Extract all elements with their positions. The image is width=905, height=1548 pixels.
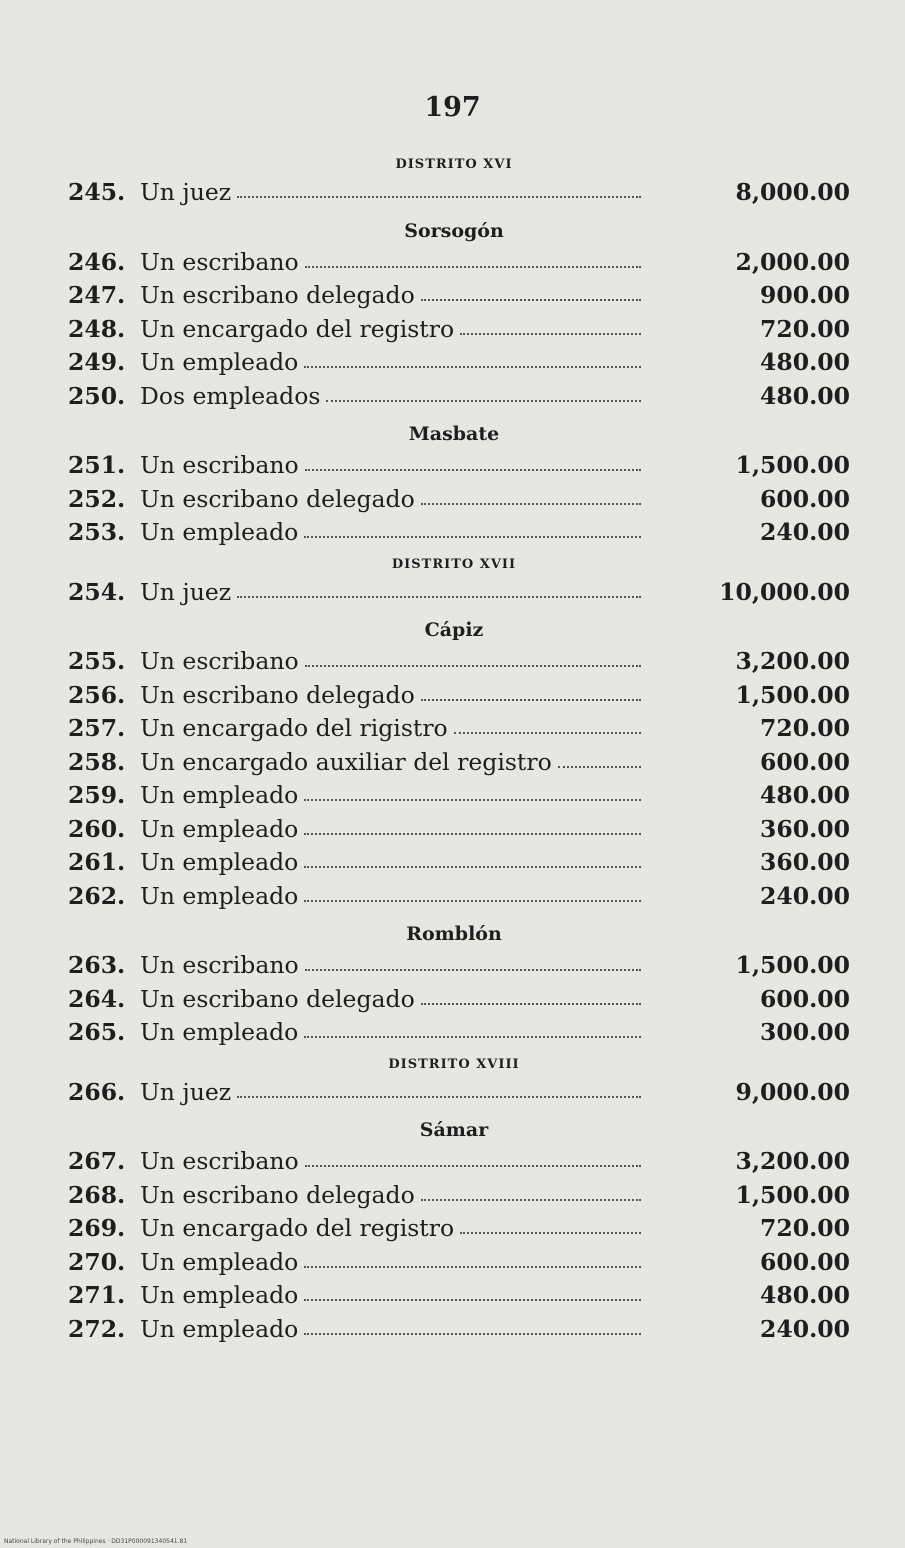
entry-amount: 360.00: [760, 814, 850, 843]
dot-leader: [304, 1298, 641, 1301]
entry-number: 268.: [68, 1180, 126, 1209]
entry-description: Un escribano: [140, 951, 299, 979]
entry-amount: 240.00: [760, 518, 850, 546]
entry-number: 270.: [68, 1247, 126, 1276]
entry-number: 259.: [68, 781, 126, 809]
entry-description: Un empleado: [140, 781, 299, 809]
dot-leader: [304, 865, 641, 868]
entry-row: [68, 346, 850, 380]
dot-leader: [304, 832, 641, 835]
dot-leader: [421, 698, 641, 701]
entry-amount: 480.00: [760, 381, 850, 410]
entry-row: [68, 449, 850, 483]
entry-description: Un empleado: [140, 848, 299, 876]
entry-row: [68, 779, 850, 813]
entry-description: Un escribano delegado: [140, 281, 415, 309]
entry-number: 263.: [68, 951, 126, 979]
entry-row: [68, 846, 850, 880]
entry-number: 264.: [68, 984, 126, 1013]
entry-row: [68, 1246, 850, 1280]
dot-leader: [421, 1002, 641, 1005]
district-heading: DISTRITO XVII: [391, 556, 517, 572]
entry-description: Un empleado: [140, 1018, 299, 1046]
entry-description: Un empleado: [140, 814, 299, 843]
entry-number: 252.: [68, 484, 126, 513]
province-heading: Cápiz: [424, 619, 484, 641]
entry-amount: 1,500.00: [735, 680, 850, 709]
entry-row: [68, 576, 850, 610]
entry-amount: 720.00: [760, 314, 850, 343]
entry-description: Un juez: [140, 1077, 232, 1106]
entry-number: 249.: [68, 348, 126, 376]
entry-number: 265.: [68, 1018, 126, 1046]
entry-row: [68, 279, 850, 313]
dot-leader: [237, 1095, 641, 1098]
entry-row: [68, 1279, 850, 1313]
entry-number: 260.: [68, 814, 126, 843]
entry-description: Un escribano: [140, 451, 299, 479]
entry-number: 246.: [68, 247, 126, 276]
entry-amount: 480.00: [760, 348, 850, 376]
dot-leader: [304, 1265, 641, 1268]
entry-amount: 600.00: [760, 1247, 850, 1276]
entry-number: 257.: [68, 714, 126, 742]
entry-row: [68, 712, 850, 746]
dot-leader: [305, 968, 641, 971]
entry-amount: 240.00: [760, 1314, 850, 1343]
entry-amount: 3,200.00: [735, 647, 850, 675]
entry-amount: 360.00: [760, 848, 850, 876]
entry-row: [68, 949, 850, 983]
dot-leader: [460, 332, 641, 335]
dot-leader: [305, 1164, 641, 1167]
entry-description: Un empleado: [140, 1281, 299, 1309]
dot-leader: [305, 265, 641, 268]
entry-description: Un juez: [140, 577, 232, 606]
dot-leader: [304, 899, 641, 902]
entry-number: 267.: [68, 1147, 126, 1175]
entry-amount: 720.00: [760, 1214, 850, 1242]
entry-row: [68, 746, 850, 780]
entry-number: 248.: [68, 314, 126, 343]
entry-row: [68, 483, 850, 517]
entry-number: 258.: [68, 747, 126, 776]
entry-description: Un escribano delegado: [140, 680, 415, 709]
entry-row: [68, 679, 850, 713]
page-number: 197: [424, 92, 481, 123]
entry-description: Un empleado: [140, 1247, 299, 1276]
entry-description: Un escribano: [140, 247, 299, 276]
entry-description: Un encargado del rigistro: [140, 714, 448, 742]
entry-amount: 480.00: [760, 1281, 850, 1309]
dot-leader: [460, 1231, 641, 1234]
entry-number: 253.: [68, 518, 126, 546]
entry-description: Un escribano: [140, 1147, 299, 1175]
entry-row: [68, 1145, 850, 1179]
entry-row: [68, 1076, 850, 1110]
dot-leader: [304, 798, 641, 801]
entry-description: Un escribano delegado: [140, 984, 415, 1013]
dot-leader: [304, 1035, 641, 1038]
entry-number: 272.: [68, 1314, 126, 1343]
entry-row: [68, 380, 850, 414]
province-heading: Romblón: [406, 923, 502, 945]
entry-row: [68, 1313, 850, 1347]
province-heading: Sámar: [419, 1119, 489, 1141]
entry-description: Un juez: [140, 178, 232, 206]
entry-number: 269.: [68, 1214, 126, 1242]
entry-number: 271.: [68, 1281, 126, 1309]
entry-description: Un empleado: [140, 881, 299, 910]
entry-description: Un empleado: [140, 1314, 299, 1343]
dot-leader: [421, 502, 641, 505]
entry-number: 256.: [68, 680, 126, 709]
dot-leader: [558, 765, 641, 768]
entry-amount: 600.00: [760, 984, 850, 1013]
entry-amount: 240.00: [760, 881, 850, 910]
entry-row: [68, 813, 850, 847]
entry-number: 266.: [68, 1077, 126, 1106]
entry-amount: 1,500.00: [735, 1180, 850, 1209]
entry-amount: 10,000.00: [719, 577, 850, 606]
entry-amount: 1,500.00: [735, 451, 850, 479]
entry-row: [68, 1016, 850, 1050]
dot-leader: [454, 731, 641, 734]
entry-row: [68, 880, 850, 914]
entry-description: Un escribano: [140, 647, 299, 675]
entry-description: Un empleado: [140, 518, 299, 546]
entry-amount: 720.00: [760, 714, 850, 742]
entry-row: [68, 176, 850, 210]
entry-amount: 600.00: [760, 747, 850, 776]
province-heading: Masbate: [408, 423, 500, 445]
entry-amount: 900.00: [760, 281, 850, 309]
entry-description: Dos empleados: [140, 381, 321, 410]
entry-description: Un encargado del registro: [140, 314, 455, 343]
dot-leader: [421, 1198, 641, 1201]
province-heading: Sorsogón: [404, 219, 504, 242]
dot-leader: [237, 195, 641, 198]
archive-footer: National Library of the Philippines · DD31P000091340541.81: [4, 1538, 188, 1545]
entry-row: [68, 645, 850, 679]
dot-leader: [326, 399, 641, 402]
entry-number: 250.: [68, 381, 126, 410]
entry-amount: 3,200.00: [735, 1147, 850, 1175]
entry-row: [68, 516, 850, 550]
dot-leader: [304, 365, 641, 368]
dot-leader: [421, 298, 641, 301]
entry-description: Un encargado auxiliar del registro: [140, 747, 552, 776]
entry-amount: 8,000.00: [735, 178, 850, 206]
district-heading: DISTRITO XVI: [395, 157, 513, 172]
entry-number: 262.: [68, 881, 126, 910]
entry-description: Un encargado del registro: [140, 1214, 455, 1242]
payroll-listing: [68, 150, 850, 1346]
entry-description: Un empleado: [140, 348, 299, 376]
entry-row: [68, 1179, 850, 1213]
entry-amount: 600.00: [760, 484, 850, 513]
dot-leader: [304, 535, 641, 538]
entry-amount: 480.00: [760, 781, 850, 809]
entry-amount: 300.00: [760, 1018, 850, 1046]
entry-description: Un escribano delegado: [140, 484, 415, 513]
district-heading: DISTRITO XVIII: [388, 1056, 520, 1072]
entry-row: [68, 983, 850, 1017]
dot-leader: [305, 468, 641, 471]
entry-amount: 1,500.00: [735, 951, 850, 979]
entry-number: 251.: [68, 451, 126, 479]
entry-row: [68, 313, 850, 347]
dot-leader: [305, 664, 641, 667]
entry-number: 247.: [68, 281, 126, 309]
dot-leader: [304, 1332, 641, 1335]
entry-number: 261.: [68, 848, 126, 876]
entry-row: [68, 246, 850, 280]
entry-row: [68, 1212, 850, 1246]
entry-number: 255.: [68, 647, 126, 675]
entry-amount: 2,000.00: [735, 247, 850, 276]
entry-number: 245.: [68, 178, 126, 206]
entry-description: Un escribano delegado: [140, 1180, 415, 1209]
dot-leader: [237, 595, 641, 598]
entry-number: 254.: [68, 577, 126, 606]
entry-amount: 9,000.00: [735, 1077, 850, 1106]
